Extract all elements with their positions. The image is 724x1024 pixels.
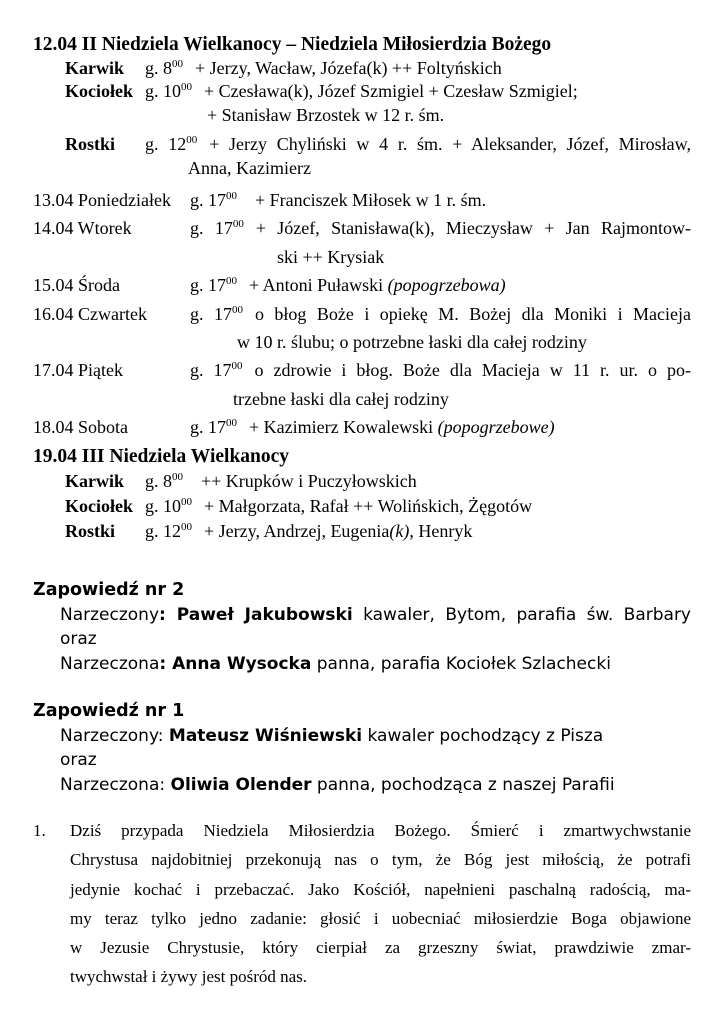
conjunction-text: oraz — [60, 629, 97, 650]
mass-intention — [190, 300, 691, 357]
time-superscript: 00 — [181, 521, 192, 533]
groom-name: : Paweł Jakubowski — [159, 604, 353, 625]
groom-label: Narzeczony — [60, 604, 160, 625]
intention-line-wrap: Anna, Kazimierz — [188, 157, 311, 178]
mass-intention — [190, 356, 691, 413]
intention-line — [190, 271, 691, 299]
conjunction-text: oraz — [60, 750, 97, 771]
mass-intention — [190, 271, 691, 299]
groom-line — [60, 724, 691, 749]
paragraph-line: my teraz tylko jedno zadanie: głosić i uobecniać miłosierdzie Boga objawione — [70, 908, 691, 928]
intention-line-wrap: ski ++ Krysiak — [277, 246, 385, 267]
time-superscript: 00 — [181, 81, 192, 93]
mass-row — [33, 356, 691, 413]
date-label: 16.04 Czwartek — [33, 303, 147, 324]
bride-details: panna, parafia Kociołek Szlachecki — [311, 654, 611, 675]
groom-details: kawaler, Bytom, parafia św. Barbary — [352, 604, 691, 625]
time-value: g. 12 — [145, 521, 181, 541]
bride-line — [60, 652, 691, 677]
intention-line — [190, 214, 691, 242]
bride-name: : Anna Wysocka — [159, 654, 312, 675]
time-value: g. 17 — [190, 275, 226, 296]
time-superscript: 00 — [186, 134, 198, 146]
mass-row — [33, 80, 691, 127]
mass-intention — [145, 133, 691, 180]
mass-row — [33, 300, 691, 357]
intention-text: + Czesława(k), Józef Szmigiel + Czesław Szmigiel; — [204, 81, 578, 101]
time-value: g. 8 — [145, 57, 172, 78]
time-value: g. 17 — [190, 190, 226, 210]
time-value: g. 10 — [145, 81, 181, 101]
church-name: Kociołek — [65, 81, 133, 101]
paragraph-line: Dziś przypada Niedziela Miłosierdzia Bożego. Śmierć i zmartwychwstanie — [70, 821, 691, 840]
bride-label: Narzeczona: — [60, 775, 171, 796]
mass-time — [145, 58, 183, 78]
time-value: g. 12 — [145, 134, 187, 154]
time-value: g. 10 — [145, 496, 181, 516]
mass-row — [33, 271, 691, 299]
date-label: 15.04 Środa — [33, 275, 120, 296]
intention-text: o zdrowie i błog. Boże dla Macieja w 11 r. ur. o po- — [254, 360, 691, 381]
mass-intention — [190, 214, 691, 271]
mass-time — [190, 417, 237, 437]
intention-text: + Jerzy Chyliński w 4 r. śm. + Aleksander, Józef, Mirosław, — [209, 134, 692, 154]
mass-time — [145, 81, 192, 101]
mass-time — [190, 275, 237, 295]
groom-line — [60, 603, 691, 628]
paragraph-line: jedynie kochać i przebaczać. Jako Kościół, napełnieni paschalną radością, ma- — [70, 879, 691, 899]
mass-row — [33, 57, 691, 81]
mass-intention — [190, 186, 691, 214]
intention-note-italic: (popogrzebowa) — [387, 275, 506, 296]
date-label: 13.04 Poniedziałek — [33, 190, 171, 210]
church-name: Karwik — [65, 57, 125, 78]
intention-text: , Henryk — [409, 521, 473, 541]
intention-note-italic: (k) — [389, 521, 410, 541]
time-superscript: 00 — [172, 57, 183, 70]
time-superscript: 00 — [231, 303, 243, 316]
section-announcement-1 — [33, 816, 691, 992]
intention-line — [145, 469, 691, 494]
section-banns-2 — [33, 578, 691, 677]
intention-text: + Kazimierz Kowalewski — [249, 417, 438, 438]
time-value: g. 8 — [145, 471, 172, 491]
paragraph-line: Chrystusa najdobitniej przekonują nas o tym, że Bóg jest miłością, że potrafi — [70, 850, 691, 870]
list-number: 1. — [33, 821, 46, 840]
section-sunday-12-04 — [33, 33, 691, 180]
mass-time — [190, 190, 237, 210]
mass-intention — [145, 57, 691, 81]
banns-heading: Zapowiedź nr 1 — [33, 701, 185, 721]
mass-row — [33, 133, 691, 180]
mass-row — [33, 519, 691, 544]
section-heading: 12.04 II Niedziela Wielkanocy – Niedziela Miłosierdzia Bożego — [33, 34, 552, 55]
intention-text: + Jerzy, Andrzej, Eugenia — [204, 521, 390, 541]
intention-text: + Antoni Puławski — [249, 275, 388, 296]
intention-text: + Franciszek Miłosek w 1 r. śm. — [255, 190, 487, 210]
time-superscript: 00 — [226, 275, 237, 288]
paragraph-line: w Jezusie Chrystusie, który cierpiał za grzeszny świat, prawdziwie zmar- — [70, 938, 691, 958]
paragraph-line: twychwstał i żywy jest pośród nas. — [70, 967, 308, 987]
intention-line — [190, 300, 691, 328]
intention-note-italic: (popogrzebowe) — [437, 417, 555, 438]
time-superscript: 00 — [226, 417, 237, 430]
date-label: 14.04 Wtorek — [33, 218, 132, 239]
church-name: Kociołek — [65, 496, 133, 516]
mass-intention — [145, 519, 691, 544]
mass-time — [145, 471, 183, 491]
mass-time — [190, 218, 244, 238]
mass-time — [145, 134, 197, 154]
intention-line — [145, 57, 691, 81]
intention-text: + Jerzy, Wacław, Józefa(k) ++ Foltyńskich — [195, 57, 502, 78]
mass-row — [33, 494, 691, 519]
section-weekday-masses — [33, 186, 691, 442]
intention-text: o błog Boże i opiekę M. Bożej dla Moniki i Macieja — [254, 303, 692, 324]
mass-row — [33, 469, 691, 494]
church-name: Karwik — [65, 471, 125, 491]
intention-line-wrap: trzebne łaski dla całej rodziny — [233, 388, 449, 409]
mass-row — [33, 413, 691, 441]
mass-time — [190, 360, 242, 380]
section-banns-1 — [33, 699, 691, 798]
time-value: g. 17 — [190, 218, 233, 239]
time-superscript: 00 — [172, 471, 183, 483]
intention-line — [145, 494, 691, 519]
bride-details: panna, pochodząca z naszej Parafii — [311, 775, 615, 796]
intention-text: ++ Krupków i Puczyłowskich — [201, 471, 417, 491]
section-sunday-19-04 — [33, 444, 691, 544]
intention-line — [190, 413, 691, 441]
intention-line-wrap: w 10 r. ślubu; o potrzebne łaski dla całej rodziny — [237, 332, 587, 353]
mass-intention — [145, 469, 691, 494]
time-superscript: 00 — [226, 190, 237, 202]
bride-line — [60, 773, 691, 798]
mass-time — [145, 521, 192, 541]
intention-line — [145, 133, 691, 157]
mass-intention — [145, 494, 691, 519]
time-value: g. 17 — [190, 360, 232, 381]
intention-text: + Małgorzata, Rafał ++ Wolińskich, Żęgotów — [204, 496, 533, 516]
time-superscript: 00 — [181, 496, 192, 508]
church-name: Rostki — [65, 134, 116, 154]
date-label: 18.04 Sobota — [33, 417, 129, 438]
mass-row — [33, 186, 691, 214]
intention-line-wrap: + Stanisław Brzostek w 12 r. śm. — [207, 104, 445, 125]
time-value: g. 17 — [190, 303, 232, 324]
date-label: 17.04 Piątek — [33, 360, 123, 381]
banns-heading: Zapowiedź nr 2 — [33, 580, 185, 600]
time-superscript: 00 — [231, 360, 243, 373]
intention-line — [145, 519, 691, 544]
mass-intention — [190, 413, 691, 441]
bride-label: Narzeczona — [60, 654, 160, 675]
groom-label: Narzeczony: — [60, 725, 169, 746]
groom-name: Mateusz Wiśniewski — [168, 725, 363, 746]
church-name: Rostki — [65, 521, 116, 541]
mass-intention — [145, 80, 691, 127]
intention-text: + Józef, Stanisława(k), Mieczysław + Jan Rajmontow- — [255, 218, 691, 239]
groom-details: kawaler pochodzący z Pisza — [362, 725, 604, 746]
mass-time — [190, 304, 243, 324]
intention-line — [145, 80, 691, 104]
mass-time — [145, 496, 192, 516]
section-heading: 19.04 III Niedziela Wielkanocy — [33, 446, 290, 467]
time-value: g. 17 — [190, 417, 226, 438]
intention-line — [190, 186, 691, 214]
bride-name: Oliwia Olender — [170, 775, 312, 796]
mass-row — [33, 214, 691, 271]
time-superscript: 00 — [232, 218, 244, 231]
intention-line — [190, 356, 691, 384]
